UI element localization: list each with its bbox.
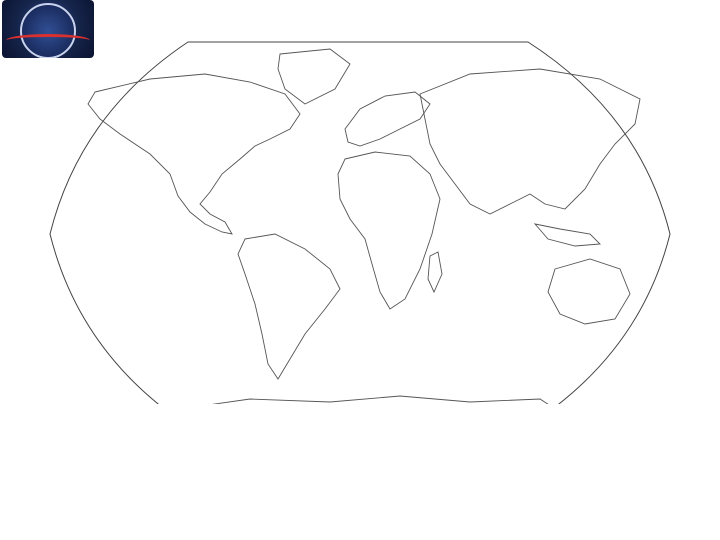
world-map [0, 34, 720, 404]
greenland-coast [278, 49, 350, 104]
madagascar-coast [428, 252, 442, 292]
map-outline [50, 42, 670, 404]
coastlines [88, 49, 640, 404]
indonesia-coast [535, 224, 600, 246]
antarctica-coast [180, 396, 560, 404]
asia-coast [420, 69, 640, 214]
south-america-coast [238, 234, 340, 379]
europe-coast [345, 92, 430, 146]
australia-coast [548, 259, 630, 324]
world-map-svg [0, 34, 720, 404]
north-america-coast [88, 74, 300, 234]
africa-coast [338, 152, 440, 309]
